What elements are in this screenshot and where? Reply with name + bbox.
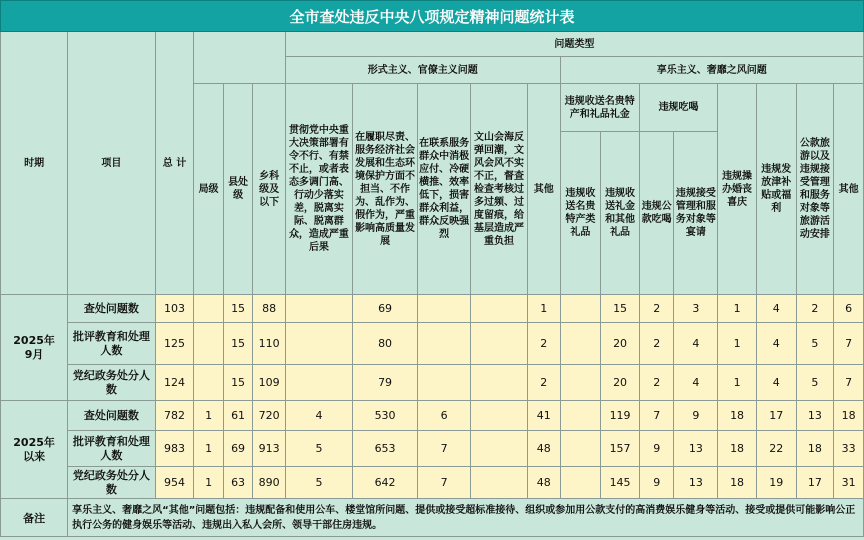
value-cell: 31 [834,467,864,499]
value-cell: 69 [353,295,418,323]
value-cell [285,295,352,323]
header-hedonism-cash-gifts: 违规收送礼金和其他礼品 [601,132,640,295]
value-cell [560,295,601,323]
value-cell: 110 [253,323,286,365]
value-cell [471,323,528,365]
value-cell: 782 [155,401,194,431]
value-cell [471,295,528,323]
value-cell: 5 [796,365,834,401]
value-cell: 1 [194,401,224,431]
value-cell: 2 [639,295,674,323]
value-cell [471,401,528,431]
value-cell: 18 [718,467,757,499]
value-cell: 18 [718,401,757,431]
table-row [1,467,864,499]
header-formalism-4: 文山会海反弹回潮，文风会风不实不正，督查检查考核过多过频、过度留痕，给基层造成严重负担 [471,84,528,295]
item-cell: 党纪政务处分人数 [68,467,156,499]
header-hedonism-weddings: 违规操办婚丧喜庆 [718,84,757,295]
value-cell: 1 [528,295,561,323]
value-cell: 17 [756,401,796,431]
value-cell: 7 [834,323,864,365]
value-cell: 79 [353,365,418,401]
value-cell: 7 [418,431,471,467]
value-cell [285,365,352,401]
value-cell [285,323,352,365]
header-total: 总 计 [155,32,194,295]
value-cell [418,323,471,365]
value-cell: 2 [639,323,674,365]
value-cell: 2 [639,365,674,401]
header-item: 项目 [68,32,156,295]
value-cell: 6 [418,401,471,431]
value-cell: 109 [253,365,286,401]
value-cell: 48 [528,431,561,467]
value-cell: 4 [756,323,796,365]
value-cell: 157 [601,431,640,467]
header-formalism-other: 其他 [528,84,561,295]
value-cell: 15 [223,323,253,365]
table-row [1,365,864,401]
value-cell: 61 [223,401,253,431]
value-cell: 890 [253,467,286,499]
item-cell: 查处问题数 [68,401,156,431]
value-cell: 63 [223,467,253,499]
header-group-hedonism: 享乐主义、奢靡之风问题 [560,57,863,84]
value-cell [471,467,528,499]
header-formalism-2: 在履职尽责、服务经济社会发展和生态环境保护方面不担当、不作为、乱作为、假作为，严重影响高质量发展 [353,84,418,295]
table-row [1,431,864,467]
value-cell: 1 [718,323,757,365]
header-hedonism-travel: 公款旅游以及违规接受管理和服务对象等旅游活动安排 [796,84,834,295]
value-cell: 530 [353,401,418,431]
table-row [1,323,864,365]
value-cell [418,295,471,323]
value-cell: 653 [353,431,418,467]
table-row [1,401,864,431]
header-ju-level: 局级 [194,84,224,295]
value-cell: 103 [155,295,194,323]
value-cell: 145 [601,467,640,499]
value-cell: 4 [756,365,796,401]
value-cell: 1 [718,295,757,323]
item-cell: 批评教育和处理人数 [68,323,156,365]
value-cell: 41 [528,401,561,431]
value-cell: 6 [834,295,864,323]
value-cell: 954 [155,467,194,499]
value-cell: 720 [253,401,286,431]
header-hedonism-allowance: 违规发放津补贴或福利 [756,84,796,295]
value-cell [560,365,601,401]
value-cell: 2 [528,365,561,401]
value-cell: 3 [674,295,718,323]
value-cell [560,401,601,431]
table-title: 全市查处违反中央八项规定精神问题统计表 [1,1,864,32]
value-cell [471,431,528,467]
value-cell: 13 [674,431,718,467]
header-period: 时期 [1,32,68,295]
value-cell [418,365,471,401]
value-cell: 4 [674,365,718,401]
value-cell: 1 [718,365,757,401]
value-cell: 4 [756,295,796,323]
value-cell: 20 [601,365,640,401]
header-hedonism-public-meals: 违规公款吃喝 [639,132,674,295]
value-cell: 15 [223,295,253,323]
value-cell [560,323,601,365]
value-cell [471,365,528,401]
value-cell: 1 [194,467,224,499]
value-cell: 7 [834,365,864,401]
value-cell: 17 [796,467,834,499]
value-cell: 7 [639,401,674,431]
note-label: 备注 [1,499,68,537]
value-cell: 69 [223,431,253,467]
header-level-blank [194,32,286,84]
header-meal-group: 违规吃喝 [639,84,717,132]
value-cell: 18 [834,401,864,431]
header-formalism-1: 贯彻党中央重大决策部署有令不行、有禁不止，或者表态多调门高、行动少落实差，脱离实际、脱离群众，造成严重后果 [285,84,352,295]
value-cell: 22 [756,431,796,467]
value-cell: 4 [285,401,352,431]
header-hedonism-banquets: 违规接受管理和服务对象等宴请 [674,132,718,295]
value-cell: 4 [674,323,718,365]
value-cell [194,365,224,401]
value-cell: 642 [353,467,418,499]
value-cell: 88 [253,295,286,323]
value-cell: 125 [155,323,194,365]
header-xian-level: 县处级 [223,84,253,295]
value-cell: 33 [834,431,864,467]
header-hedonism-specialty-gifts: 违规收送名贵特产类礼品 [560,132,601,295]
value-cell: 2 [796,295,834,323]
note-text: 享乐主义、奢靡之风“其他”问题包括：违规配备和使用公车、楼堂馆所问题、提供或接受超标准接待、组织或参加用公款支付的高消费娱乐健身等活动、接受或提供可能影响公正执行公务的健身娱乐等活动、违规出入私人会所、领导干部住房违规。 [68,499,864,537]
value-cell: 913 [253,431,286,467]
header-xiang-level: 乡科级及以下 [253,84,286,295]
value-cell: 9 [639,431,674,467]
value-cell: 7 [418,467,471,499]
value-cell: 48 [528,467,561,499]
value-cell: 124 [155,365,194,401]
header-gift-group: 违规收送名贵特产和礼品礼金 [560,84,639,132]
item-cell: 批评教育和处理人数 [68,431,156,467]
value-cell: 1 [194,431,224,467]
item-cell: 党纪政务处分人数 [68,365,156,401]
value-cell: 9 [674,401,718,431]
header-hedonism-other: 其他 [834,84,864,295]
value-cell [560,431,601,467]
header-formalism-3: 在联系服务群众中消极应付、冷硬横推、效率低下，损害群众利益，群众反映强烈 [418,84,471,295]
value-cell: 5 [285,467,352,499]
value-cell: 13 [674,467,718,499]
value-cell: 18 [796,431,834,467]
value-cell: 13 [796,401,834,431]
value-cell: 20 [601,323,640,365]
value-cell [194,295,224,323]
header-problem-type: 问题类型 [285,32,863,57]
period-cell: 2025年 9月 [1,295,68,401]
value-cell: 5 [796,323,834,365]
value-cell: 119 [601,401,640,431]
value-cell [194,323,224,365]
value-cell: 80 [353,323,418,365]
item-cell: 查处问题数 [68,295,156,323]
table-row [1,295,864,323]
value-cell: 18 [718,431,757,467]
value-cell: 15 [223,365,253,401]
value-cell: 15 [601,295,640,323]
period-cell: 2025年 以来 [1,401,68,499]
header-group-formalism: 形式主义、官僚主义问题 [285,57,560,84]
value-cell: 2 [528,323,561,365]
value-cell [560,467,601,499]
value-cell: 19 [756,467,796,499]
value-cell: 5 [285,431,352,467]
value-cell: 9 [639,467,674,499]
value-cell: 983 [155,431,194,467]
